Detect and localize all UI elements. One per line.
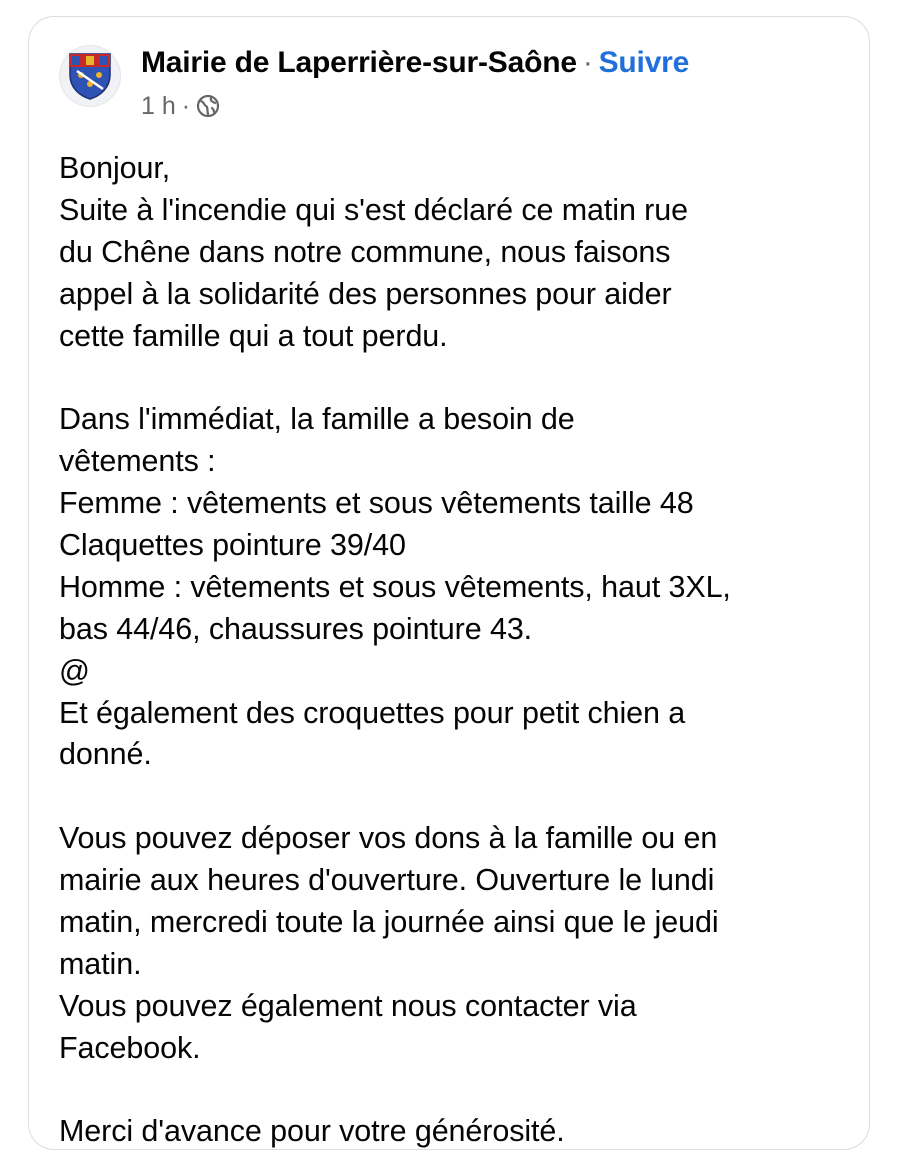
post-text-line: vêtements : xyxy=(59,444,216,479)
post-text-line: Vous pouvez déposer vos dons à la famille ou en xyxy=(59,821,718,856)
page-name-link[interactable]: Mairie de Laperrière-sur-Saône xyxy=(141,46,577,79)
globe-icon[interactable] xyxy=(196,94,220,118)
post-text-line xyxy=(59,357,849,399)
post-meta xyxy=(141,91,220,121)
post-text-line: Facebook. xyxy=(59,1030,201,1065)
mention-link[interactable]: @ xyxy=(59,653,90,688)
post-text-line: du Chêne dans notre commune, nous faisons xyxy=(59,234,671,269)
meta-separator: · xyxy=(181,92,191,120)
post-text-line: bas 44/46, chaussures pointure 43. xyxy=(59,611,533,646)
post-text-line: cette famille qui a tout perdu. xyxy=(59,318,448,353)
post-text-line: Bonjour, xyxy=(59,151,171,185)
post-header xyxy=(59,45,849,125)
title-separator: · xyxy=(582,46,593,79)
post-text-line xyxy=(59,776,849,818)
post-text-line: Suite à l'incendie qui s'est déclaré ce matin rue xyxy=(59,192,688,227)
post-text-line: Vous pouvez également nous contacter via xyxy=(59,988,637,1023)
post-card xyxy=(28,16,870,1150)
post-text-line: matin. xyxy=(59,946,142,981)
post-text-line: donné. xyxy=(59,737,152,772)
coat-of-arms-icon xyxy=(67,51,113,101)
post-text-line: Et également des croquettes pour petit chien a xyxy=(59,695,686,730)
post-title-row xyxy=(141,45,689,81)
post-text-line: Dans l'immédiat, la famille a besoin de xyxy=(59,402,575,437)
post-text-line: matin, mercredi toute la journée ainsi que le jeudi xyxy=(59,905,719,940)
follow-button[interactable]: Suivre xyxy=(598,46,690,79)
post-text-line: Claquettes pointure 39/40 xyxy=(59,528,406,563)
post-text-line: Femme : vêtements et sous vêtements taille 48 xyxy=(59,486,694,521)
post-text-line xyxy=(59,1070,849,1112)
post-timestamp[interactable]: 1 h xyxy=(141,92,176,120)
post-text-line: Merci d'avance pour votre générosité. xyxy=(59,1114,565,1149)
post-text xyxy=(59,148,849,1153)
post-text-line: Homme : vêtements et sous vêtements, haut 3XL, xyxy=(59,569,731,604)
post-text-line: mairie aux heures d'ouverture. Ouverture le lundi xyxy=(59,863,715,898)
post-text-line: appel à la solidarité des personnes pour aider xyxy=(59,276,672,311)
avatar[interactable] xyxy=(59,45,121,107)
